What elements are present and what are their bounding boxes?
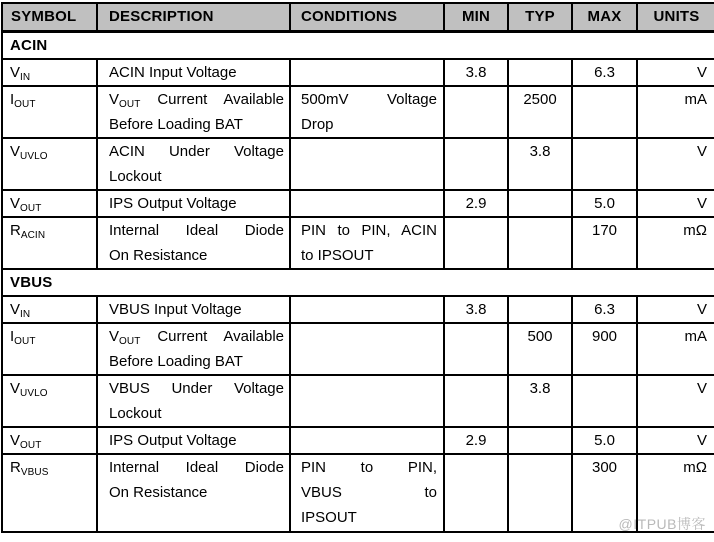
table-row: [2, 86, 714, 138]
table-row: [2, 217, 714, 269]
max-cell: [572, 86, 637, 138]
column-header-typ: TYP: [508, 3, 572, 32]
watermark: @ITPUB博客: [618, 516, 706, 532]
description-cell: $V_{OUT}$ Current Available Before Loading BAT: [97, 86, 290, 138]
description-cell: VBUS Input Voltage: [97, 296, 290, 323]
max-cell: 6.3: [572, 296, 637, 323]
conditions-cell: [290, 323, 444, 375]
symbol-cell: $I_{OUT}$: [2, 323, 97, 375]
column-header-description: DESCRIPTION: [97, 3, 290, 32]
symbol-cell: $R_{VBUS}$: [2, 454, 97, 532]
max-cell: 900: [572, 323, 637, 375]
min-cell: [444, 375, 508, 427]
units-cell: mA: [637, 86, 714, 138]
description-cell: IPS Output Voltage: [97, 427, 290, 454]
typ-cell: [508, 296, 572, 323]
table-row: [2, 323, 714, 375]
subscript: IN: [20, 309, 31, 320]
subscript: OUT: [119, 99, 141, 110]
table-row: [2, 138, 714, 190]
column-header-units: UNITS: [637, 3, 714, 32]
column-header-max: MAX: [572, 3, 637, 32]
table-row: [2, 59, 714, 86]
conditions-cell: 500mV Voltage Drop: [290, 86, 444, 138]
column-header-min: MIN: [444, 3, 508, 32]
max-cell: 170: [572, 217, 637, 269]
subscript: UVLO: [20, 388, 48, 399]
units-cell: mA: [637, 323, 714, 375]
min-cell: 2.9: [444, 190, 508, 217]
units-cell: V: [637, 138, 714, 190]
min-cell: [444, 86, 508, 138]
typ-cell: 3.8: [508, 375, 572, 427]
min-cell: [444, 217, 508, 269]
units-cell: V: [637, 375, 714, 427]
units-cell: V: [637, 296, 714, 323]
subscript: OUT: [119, 336, 141, 347]
min-cell: [444, 454, 508, 532]
subscript: IN: [20, 72, 31, 83]
spec-table: [1, 2, 714, 533]
description-cell: ACIN Input Voltage: [97, 59, 290, 86]
section-title: VBUS: [2, 269, 714, 296]
typ-cell: 2500: [508, 86, 572, 138]
description-cell: Internal Ideal Diode On Resistance: [97, 217, 290, 269]
section-row-vbus: [2, 269, 714, 296]
subscript: OUT: [20, 203, 42, 214]
conditions-cell: PIN to PIN, VBUS to IPSOUT: [290, 454, 444, 532]
table-body: [2, 32, 714, 533]
symbol-cell: $V_{IN}$: [2, 296, 97, 323]
table-row: [2, 296, 714, 323]
description-cell: ACIN Under Voltage Lockout: [97, 138, 290, 190]
min-cell: 3.8: [444, 59, 508, 86]
symbol-cell: $V_{OUT}$: [2, 190, 97, 217]
table-row: [2, 427, 714, 454]
typ-cell: 3.8: [508, 138, 572, 190]
symbol-cell: $I_{OUT}$: [2, 86, 97, 138]
min-cell: [444, 323, 508, 375]
section-row-acin: [2, 32, 714, 60]
typ-cell: [508, 454, 572, 532]
min-cell: [444, 138, 508, 190]
units-cell: mΩ: [637, 454, 714, 532]
description-cell: Internal Ideal Diode On Resistance: [97, 454, 290, 532]
column-header-symbol: SYMBOL: [2, 3, 97, 32]
description-cell: VBUS Under Voltage Lockout: [97, 375, 290, 427]
max-cell: 5.0: [572, 427, 637, 454]
table-row: [2, 375, 714, 427]
symbol-cell: $V_{UVLO}$: [2, 375, 97, 427]
units-cell: V: [637, 59, 714, 86]
subscript: OUT: [14, 336, 36, 347]
subscript: ACIN: [20, 230, 46, 241]
table-row: [2, 454, 714, 532]
column-header-conditions: CONDITIONS: [290, 3, 444, 32]
description-cell: $V_{OUT}$ Current Available Before Loading BAT: [97, 323, 290, 375]
min-cell: 2.9: [444, 427, 508, 454]
units-cell: V: [637, 427, 714, 454]
typ-cell: [508, 217, 572, 269]
subscript: UVLO: [20, 151, 48, 162]
max-cell: 6.3: [572, 59, 637, 86]
conditions-cell: [290, 138, 444, 190]
subscript: OUT: [20, 440, 42, 451]
max-cell: [572, 375, 637, 427]
symbol-cell: $V_{OUT}$: [2, 427, 97, 454]
typ-cell: 500: [508, 323, 572, 375]
max-cell: 300: [572, 454, 637, 532]
conditions-cell: [290, 375, 444, 427]
max-cell: [572, 138, 637, 190]
description-cell: IPS Output Voltage: [97, 190, 290, 217]
conditions-cell: [290, 427, 444, 454]
units-cell: mΩ: [637, 217, 714, 269]
subscript: OUT: [14, 99, 36, 110]
symbol-cell: $V_{UVLO}$: [2, 138, 97, 190]
section-title: ACIN: [2, 32, 714, 60]
min-cell: 3.8: [444, 296, 508, 323]
symbol-cell: $V_{IN}$: [2, 59, 97, 86]
table-header-row: [2, 3, 714, 32]
conditions-cell: [290, 59, 444, 86]
conditions-cell: [290, 296, 444, 323]
table-row: [2, 190, 714, 217]
max-cell: 5.0: [572, 190, 637, 217]
units-cell: V: [637, 190, 714, 217]
conditions-cell: [290, 190, 444, 217]
conditions-cell: PIN to PIN, ACIN to IPSOUT: [290, 217, 444, 269]
typ-cell: [508, 190, 572, 217]
typ-cell: [508, 59, 572, 86]
typ-cell: [508, 427, 572, 454]
subscript: VBUS: [20, 467, 49, 478]
symbol-cell: $R_{ACIN}$: [2, 217, 97, 269]
